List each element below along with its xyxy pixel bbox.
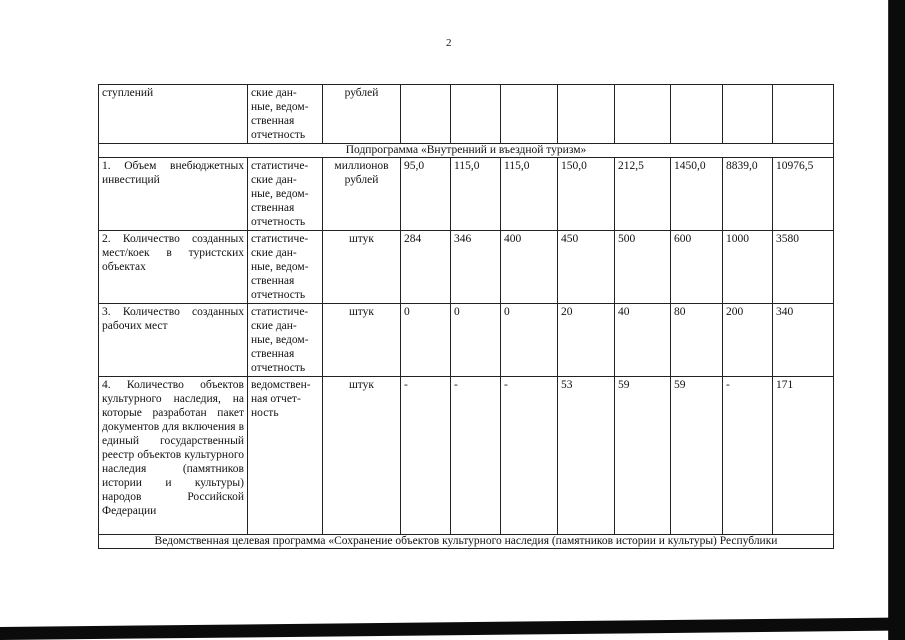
value-cell: 450 [558, 231, 615, 304]
indicator-cell: 3. Количество созданных рабочих мест [99, 304, 248, 377]
unit-cell: рублей [323, 85, 401, 144]
unit-cell: штук [323, 304, 401, 377]
unit-cell: штук [323, 377, 401, 535]
value-cell: 284 [401, 231, 451, 304]
value-cell: 212,5 [615, 158, 671, 231]
source-cell: статистиче- ские дан- ные, ведом- ственная отчетность [248, 231, 323, 304]
value-cell [401, 85, 451, 144]
unit-cell: миллионов рублей [323, 158, 401, 231]
section-title: Подпрограмма «Внутренний и въездной туризм» [99, 144, 834, 158]
value-cell: 80 [671, 304, 723, 377]
continued-row [99, 85, 834, 144]
value-cell: 400 [501, 231, 558, 304]
value-cell: 10976,5 [773, 158, 834, 231]
value-cell: 8839,0 [723, 158, 773, 231]
table-row [99, 158, 834, 231]
value-cell: - [723, 377, 773, 535]
section-row [99, 535, 834, 549]
value-cell: - [501, 377, 558, 535]
source-cell: ведомствен- ная отчет- ность [248, 377, 323, 535]
value-cell: 0 [451, 304, 501, 377]
value-cell: 600 [671, 231, 723, 304]
value-cell: 59 [671, 377, 723, 535]
program-title: Ведомственная целевая программа «Сохранение объектов культурного наследия (памятников истории и культуры) Республики [99, 535, 834, 549]
source-cell: ские дан- ные, ведом- ственная отчетность [248, 85, 323, 144]
source-cell: статистиче- ские дан- ные, ведом- ственная отчетность [248, 304, 323, 377]
indicator-cell: 1. Объем внебюджетных инвестиций [99, 158, 248, 231]
value-cell: 0 [401, 304, 451, 377]
value-cell: 3580 [773, 231, 834, 304]
table-row [99, 377, 834, 535]
value-cell: 340 [773, 304, 834, 377]
unit-cell: штук [323, 231, 401, 304]
table-row [99, 304, 834, 377]
value-cell [615, 85, 671, 144]
value-cell [558, 85, 615, 144]
scan-border-right [889, 0, 905, 640]
indicator-cell: ступлений [99, 85, 248, 144]
table-row [99, 231, 834, 304]
value-cell [723, 85, 773, 144]
indicator-cell: 2. Количество созданных мест/коек в туристских объектах [99, 231, 248, 304]
value-cell [501, 85, 558, 144]
value-cell: 1000 [723, 231, 773, 304]
value-cell: 95,0 [401, 158, 451, 231]
value-cell [773, 85, 834, 144]
value-cell [451, 85, 501, 144]
value-cell: 500 [615, 231, 671, 304]
value-cell: 1450,0 [671, 158, 723, 231]
value-cell: 150,0 [558, 158, 615, 231]
value-cell: - [451, 377, 501, 535]
value-cell: 200 [723, 304, 773, 377]
indicators-table [98, 84, 834, 549]
value-cell: 346 [451, 231, 501, 304]
value-cell: - [401, 377, 451, 535]
value-cell: 115,0 [501, 158, 558, 231]
value-cell: 59 [615, 377, 671, 535]
value-cell: 40 [615, 304, 671, 377]
value-cell: 53 [558, 377, 615, 535]
value-cell: 0 [501, 304, 558, 377]
value-cell [671, 85, 723, 144]
source-cell: статистиче- ские дан- ные, ведом- ственная отчетность [248, 158, 323, 231]
value-cell: 115,0 [451, 158, 501, 231]
value-cell: 171 [773, 377, 834, 535]
scan-border-bottom [0, 618, 905, 640]
page-number: 2 [446, 37, 452, 49]
indicator-cell: 4. Количество объектов культурного наследия, на которые разработан пакет документов для включения в единый государственный реестр объектов культурного наследия (памятников истории и культуры) народов Российской Федерации [99, 377, 248, 535]
value-cell: 20 [558, 304, 615, 377]
section-row [99, 144, 834, 158]
